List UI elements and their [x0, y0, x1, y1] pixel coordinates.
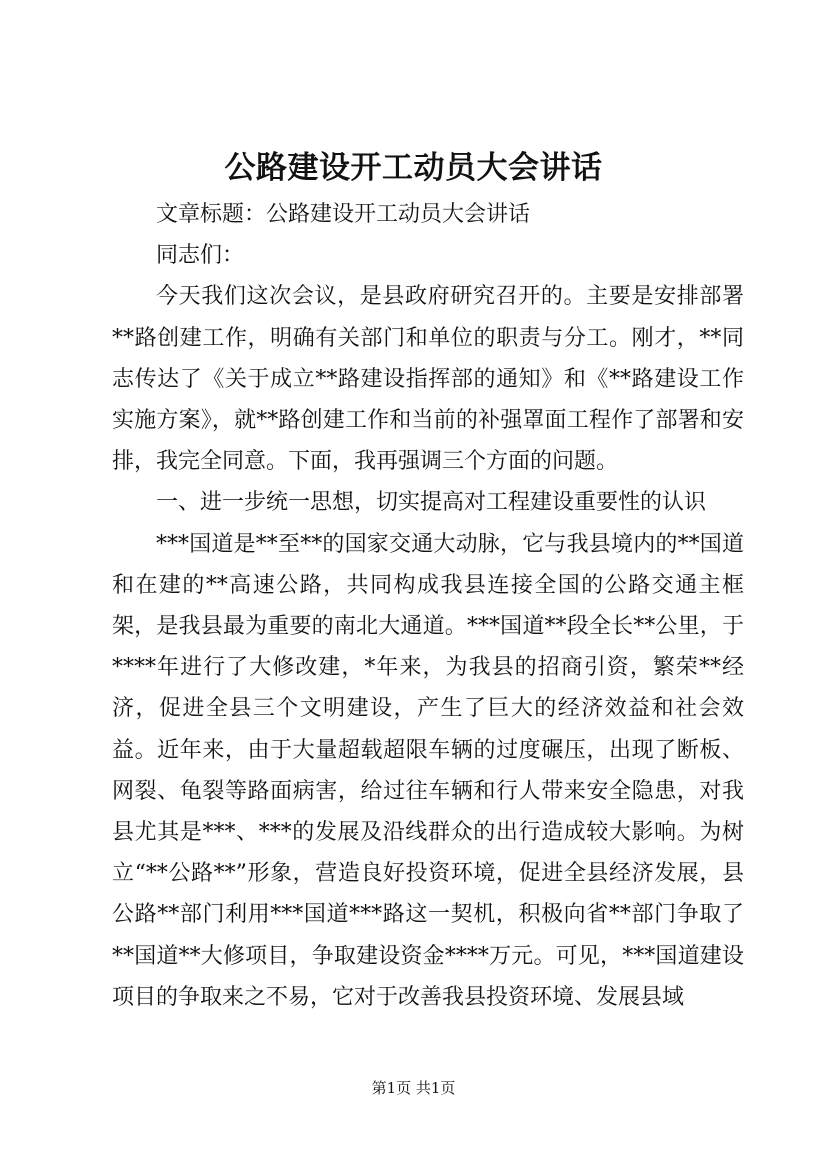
page-footer: 第1页 共1页 [371, 1079, 456, 1097]
paragraph-intro: 今天我们这次会议，是县政府研究召开的。主要是安排部署**路创建工作，明确有关部门和单位的职责与分工。刚才，**同志传达了《关于成立**路建设指挥部的通知》和《**路建设工作实施方案》，就**路创建工作和当前的补强罩面工程作了部署和安排，我完全同意。下面，我再强调三个方面的问题。 [112, 284, 744, 475]
section-heading: 一、进一步统一思想，切实提高对工程建设重要性的认识 [156, 490, 707, 516]
article-title-line: 文章标题：公路建设开工动员大会讲话 [156, 202, 531, 227]
paragraph-highway: ***国道是**至**的国家交通大动脉，它与我县境内的**国道和在建的**高速公路，共同构成我县连接全国的公路交通主框架，是我县最为重要的南北大通道。***国道**段全长**公里，于****年进行了大修改建，*年来，为我县的招商引资，繁荣**经济，促进全县三个文明建设，产生了巨大的经济效益和社会效益。近年来，由于大量超载超限车辆的过度碾压，出现了断板、网裂、龟裂等路面病害，给过往车辆和行人带来安全隐患，对我县尤其是***、***的发展及沿线群众的出行造成较大影响。为树立“**公路**”形象，营造良好投资环境，促进全县经济发展，县公路**部门利用***国道***路这一契机，积极向省**部门争取了**国道**大修项目，争取建设资金****万元。可见，***国道建设项目的争取来之不易，它对于改善我县投资环境、发展县域 [112, 531, 744, 1010]
salutation: 同志们： [156, 243, 245, 269]
document-body [112, 194, 744, 1018]
document-title: 公路建设开工动员大会讲话 [224, 150, 603, 186]
